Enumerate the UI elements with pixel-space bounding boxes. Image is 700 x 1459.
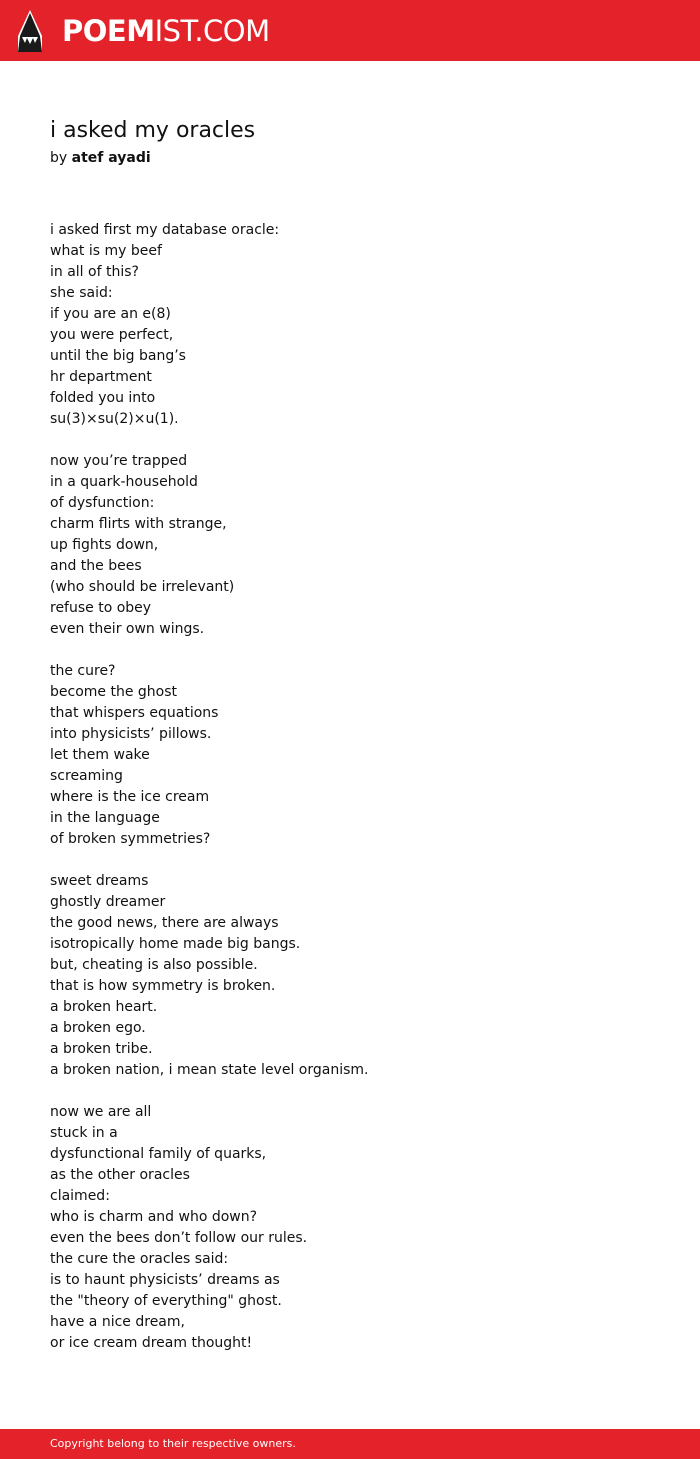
poem-line: charm flirts with strange, — [50, 516, 227, 532]
stanza — [50, 451, 670, 640]
poem-line: what is my beef — [50, 243, 162, 259]
copyright-text: Copyright belong to their respective owners. — [50, 1437, 296, 1450]
poem-title: i asked my oracles — [50, 118, 256, 143]
poem-line: up fights down, — [50, 537, 159, 553]
poem-line: ghostly dreamer — [50, 894, 166, 910]
poem-line: but, cheating is also possible. — [50, 957, 258, 973]
poem-line: have a nice dream, — [50, 1314, 185, 1330]
poem-line: i asked first my database oracle: — [50, 222, 280, 238]
poem-line: that is how symmetry is broken. — [50, 978, 276, 994]
poem-line: of broken symmetries? — [50, 831, 211, 847]
poem-line: in the language — [50, 810, 160, 826]
poem-line: a broken heart. — [50, 999, 158, 1015]
poem-line: become the ghost — [50, 684, 177, 700]
poem-line: as the other oracles — [50, 1167, 190, 1183]
poem-line: or ice cream dream thought! — [50, 1335, 253, 1351]
logo-rest-text: IST.COM — [154, 14, 270, 48]
poem-line: screaming — [50, 768, 123, 784]
site-logo[interactable] — [62, 11, 270, 51]
poem-line: into physicists’ pillows. — [50, 726, 212, 742]
poem-line: the cure the oracles said: — [50, 1251, 229, 1267]
poem-line: of dysfunction: — [50, 495, 155, 511]
stanza — [50, 220, 670, 430]
stanza — [50, 1102, 670, 1354]
stanza — [50, 661, 670, 850]
poem-line: until the big bang’s — [50, 348, 186, 364]
poem-line: even the bees don’t follow our rules. — [50, 1230, 308, 1246]
poem-line: even their own wings. — [50, 621, 205, 637]
byline — [50, 147, 670, 169]
stanza — [50, 871, 670, 1081]
author-name: atef ayadi — [71, 150, 151, 166]
poem-line: refuse to obey — [50, 600, 152, 616]
poem-line: is to haunt physicists’ dreams as — [50, 1272, 280, 1288]
poem-line: the good news, there are always — [50, 915, 279, 931]
poem-content — [50, 116, 670, 1375]
poem-line: now you’re trapped — [50, 453, 188, 469]
poem-line: where is the ice cream — [50, 789, 210, 805]
poem-line: a broken ego. — [50, 1020, 146, 1036]
site-footer — [0, 1429, 700, 1459]
poem-line: a broken tribe. — [50, 1041, 153, 1057]
poem-line: stuck in a — [50, 1125, 118, 1141]
by-label: by — [50, 150, 68, 166]
poem-line: that whispers equations — [50, 705, 219, 721]
poem-line: (who should be irrelevant) — [50, 579, 235, 595]
poem-line: hr department — [50, 369, 152, 385]
poem-line: folded you into — [50, 390, 156, 406]
poem-line: she said: — [50, 285, 113, 301]
poem-line: the "theory of everything" ghost. — [50, 1293, 282, 1309]
poem-line: if you are an e(8) — [50, 306, 171, 322]
poem-line: dysfunctional family of quarks, — [50, 1146, 267, 1162]
poem-line: you were perfect, — [50, 327, 174, 343]
pencil-tip-icon[interactable] — [17, 10, 43, 52]
poem-line: and the bees — [50, 558, 142, 574]
site-header — [0, 0, 700, 61]
poem-line: claimed: — [50, 1188, 110, 1204]
poem-line: who is charm and who down? — [50, 1209, 258, 1225]
poem-line: the cure? — [50, 663, 116, 679]
poem-line: now we are all — [50, 1104, 152, 1120]
poem-line: a broken nation, i mean state level organism. — [50, 1062, 369, 1078]
logo-bold-text: POEM — [62, 14, 155, 48]
poem-line: isotropically home made big bangs. — [50, 936, 301, 952]
poem-line: let them wake — [50, 747, 150, 763]
poem-line: su(3)×su(2)×u(1). — [50, 411, 179, 427]
poem-line: in a quark-household — [50, 474, 198, 490]
poem-line: sweet dreams — [50, 873, 149, 889]
poem-line: in all of this? — [50, 264, 139, 280]
poem-body — [50, 220, 670, 1354]
